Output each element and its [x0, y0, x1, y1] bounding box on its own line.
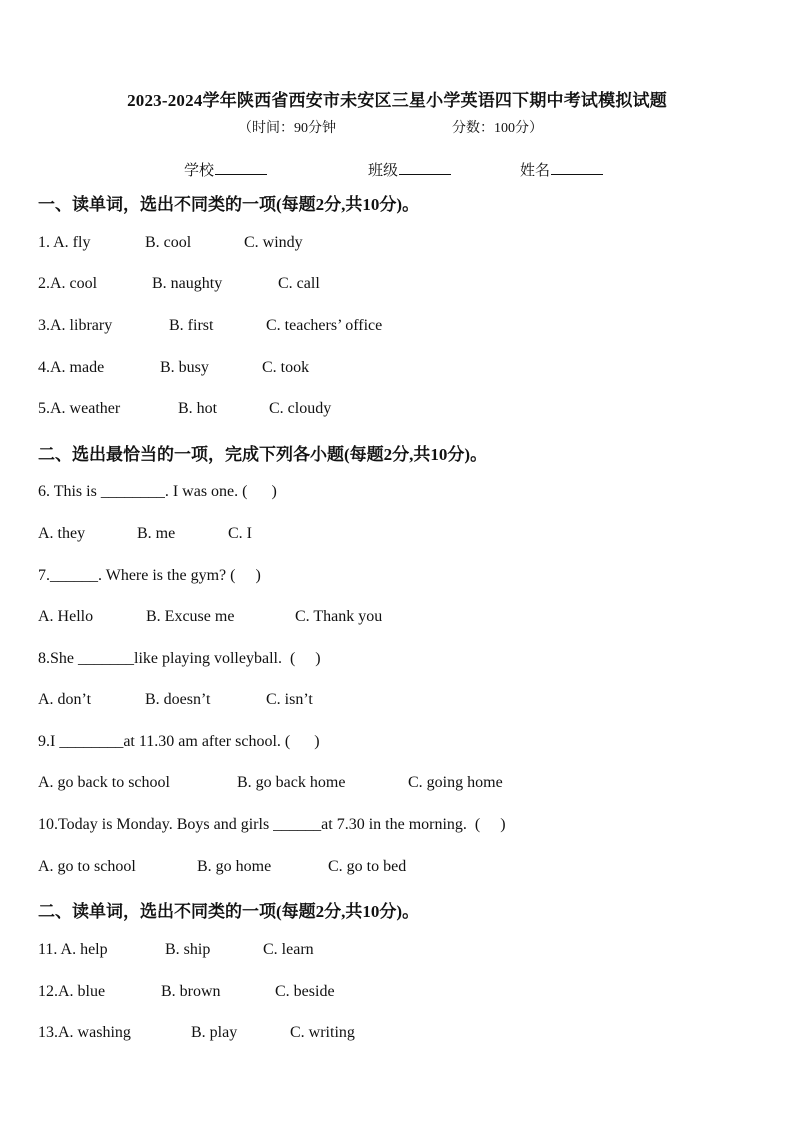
q7-option-b: B. Excuse me: [146, 608, 235, 625]
q13-option-c: C. writing: [290, 1024, 355, 1041]
q7-option-a: A. Hello: [38, 608, 94, 625]
q5-option-b: B. hot: [178, 400, 218, 417]
class-field: [368, 159, 451, 180]
q11-option-c: C. learn: [263, 941, 314, 958]
q6-stem: 6. This is ________. I was one. ( ): [38, 483, 277, 500]
q11-option-a: 11. A. help: [38, 941, 108, 958]
q12-option-a: 12.A. blue: [38, 983, 106, 1000]
q13-option-a: 13.A. washing: [38, 1024, 131, 1041]
q2-option-b: B. naughty: [152, 275, 223, 292]
q11-option-b: B. ship: [165, 941, 211, 958]
q1-option-c: C. windy: [244, 234, 303, 251]
school-field: [184, 159, 267, 180]
q8-stem: 8.She _______like playing volleyball. ( ): [38, 650, 321, 667]
q9-option-b: B. go back home: [237, 774, 346, 791]
q10-option-c: C. go to bed: [328, 858, 407, 875]
q4-option-a: 4.A. made: [38, 359, 105, 376]
name-label: 姓名: [520, 163, 551, 179]
q3-option-c: C. teachers’ office: [266, 317, 383, 334]
q8-option-a: A. don’t: [38, 691, 92, 708]
q5-option-c: C. cloudy: [269, 400, 332, 417]
section-1-heading: 一、读单词，选出不同类的一项(每题2分,共10分)。: [38, 195, 420, 214]
class-blank: [399, 160, 451, 175]
q3-option-b: B. first: [169, 317, 214, 334]
q12-option-b: B. brown: [161, 983, 221, 1000]
q6-option-b: B. me: [137, 525, 176, 542]
page-title: 2023-2024学年陕西省西安市未安区三星小学英语四下期中考试模拟试题: [127, 91, 667, 110]
section-2-heading: 二、选出最恰当的一项，完成下列各小题(每题2分,共10分)。: [38, 445, 488, 464]
q8-option-b: B. doesn’t: [145, 691, 211, 708]
q9-option-c: C. going home: [408, 774, 503, 791]
q13-option-b: B. play: [191, 1024, 238, 1041]
q8-option-c: C. isn’t: [266, 691, 313, 708]
q2-option-c: C. call: [278, 275, 320, 292]
school-blank: [215, 160, 267, 175]
q2-option-a: 2.A. cool: [38, 275, 98, 292]
class-label: 班级: [368, 163, 399, 179]
q9-option-a: A. go back to school: [38, 774, 170, 791]
q7-stem: 7.______. Where is the gym? ( ): [38, 567, 261, 584]
exam-score: 分数：100分）: [452, 121, 543, 136]
school-label: 学校: [184, 163, 215, 179]
name-field: [520, 159, 603, 180]
q10-option-b: B. go home: [197, 858, 272, 875]
name-blank: [551, 160, 603, 175]
q4-option-b: B. busy: [160, 359, 209, 376]
section-3-heading: 二、读单词，选出不同类的一项(每题2分,共10分)。: [38, 902, 420, 921]
q1-option-b: B. cool: [145, 234, 192, 251]
q3-option-a: 3.A. library: [38, 317, 113, 334]
q10-option-a: A. go to school: [38, 858, 136, 875]
q1-option-a: 1. A. fly: [38, 234, 91, 251]
q5-option-a: 5.A. weather: [38, 400, 121, 417]
q7-option-c: C. Thank you: [295, 608, 383, 625]
q9-stem: 9.I ________at 11.30 am after school. ( ): [38, 733, 320, 750]
q12-option-c: C. beside: [275, 983, 335, 1000]
q6-option-c: C. I: [228, 525, 252, 542]
q6-option-a: A. they: [38, 525, 86, 542]
q4-option-c: C. took: [262, 359, 310, 376]
exam-time: （时间：90分钟: [238, 121, 336, 136]
q10-stem: 10.Today is Monday. Boys and girls ______at 7.30 in the morning. ( ): [38, 816, 506, 833]
